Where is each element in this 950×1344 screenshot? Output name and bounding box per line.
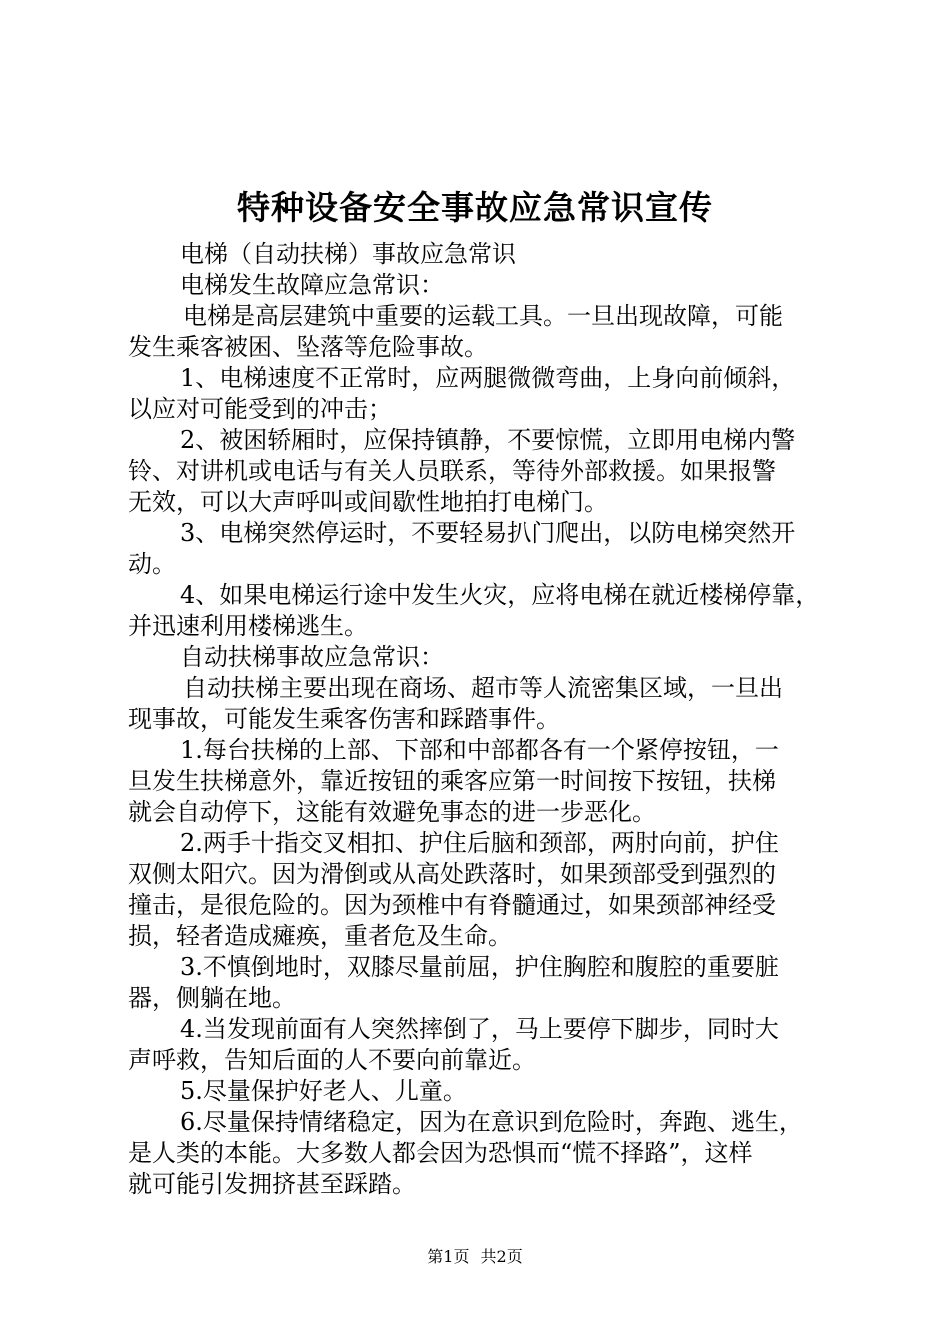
paragraph-line: 2.两手十指交叉相扣、护住后脑和颈部，两肘向前，护住 xyxy=(180,829,779,857)
subsection-heading: 自动扶梯事故应急常识： xyxy=(180,643,444,671)
paragraph-line: 是人类的本能。大多数人都会因为恐惧而“慌不择路”，这样 xyxy=(128,1139,753,1167)
page-footer xyxy=(0,1244,950,1267)
paragraph-line: 6.尽量保持情绪稳定，因为在意识到危险时，奔跑、逃生， xyxy=(180,1108,803,1136)
paragraph-line: 撞击，是很危险的。因为颈椎中有脊髓通过，如果颈部神经受 xyxy=(128,891,776,919)
paragraph-line: 并迅速利用楼梯逃生。 xyxy=(128,612,368,640)
section-heading: 电梯（自动扶梯）事故应急常识 xyxy=(180,240,516,268)
paragraph-line: 声呼救，告知后面的人不要向前靠近。 xyxy=(128,1046,536,1074)
paragraph-line: 5.尽量保护好老人、儿童。 xyxy=(180,1077,467,1105)
paragraph-line: 2、被困轿厢时，应保持镇静，不要惊慌，立即用电梯内警 xyxy=(180,426,796,454)
paragraph-line: 以应对可能受到的冲击； xyxy=(128,395,392,423)
paragraph-line: 损，轻者造成瘫痪，重者危及生命。 xyxy=(128,922,512,950)
paragraph-line: 自动扶梯主要出现在商场、超市等人流密集区域，一旦出 xyxy=(183,674,783,702)
paragraph-line: 旦发生扶梯意外，靠近按钮的乘客应第一时间按下按钮，扶梯 xyxy=(128,767,776,795)
paragraph-line: 1、电梯速度不正常时，应两腿微微弯曲，上身向前倾斜， xyxy=(180,364,796,392)
paragraph-line: 双侧太阳穴。因为滑倒或从高处跌落时，如果颈部受到强烈的 xyxy=(128,860,776,888)
paragraph-line: 现事故，可能发生乘客伤害和踩踏事件。 xyxy=(128,705,560,733)
paragraph-line: 电梯是高层建筑中重要的运载工具。一旦出现故障，可能 xyxy=(183,302,783,330)
page-number: 第1页 xyxy=(427,1247,470,1266)
paragraph-line: 发生乘客被困、坠落等危险事故。 xyxy=(128,333,488,361)
paragraph-line: 铃、对讲机或电话与有关人员联系，等待外部救援。如果报警 xyxy=(128,457,776,485)
paragraph-line: 4.当发现前面有人突然摔倒了，马上要停下脚步，同时大 xyxy=(180,1015,779,1043)
document-title: 特种设备安全事故应急常识宣传 xyxy=(237,188,713,227)
paragraph-line: 无效，可以大声呼叫或间歇性地拍打电梯门。 xyxy=(128,488,608,516)
subsection-heading: 电梯发生故障应急常识： xyxy=(180,271,444,299)
paragraph-line: 1.每台扶梯的上部、下部和中部都各有一个紧停按钮，一 xyxy=(180,736,779,764)
paragraph-line: 4、如果电梯运行途中发生火灾，应将电梯在就近楼梯停靠， xyxy=(180,581,820,609)
paragraph-line: 器，侧躺在地。 xyxy=(128,984,296,1012)
paragraph-line: 就会自动停下，这能有效避免事态的进一步恶化。 xyxy=(128,798,656,826)
paragraph-line: 3、电梯突然停运时，不要轻易扒门爬出，以防电梯突然开 xyxy=(180,519,796,547)
paragraph-line: 动。 xyxy=(128,550,176,578)
paragraph-line: 就可能引发拥挤甚至踩踏。 xyxy=(128,1170,416,1198)
paragraph-line: 3.不慎倒地时，双膝尽量前屈，护住胸腔和腹腔的重要脏 xyxy=(180,953,779,981)
page-total: 共2页 xyxy=(480,1247,523,1266)
